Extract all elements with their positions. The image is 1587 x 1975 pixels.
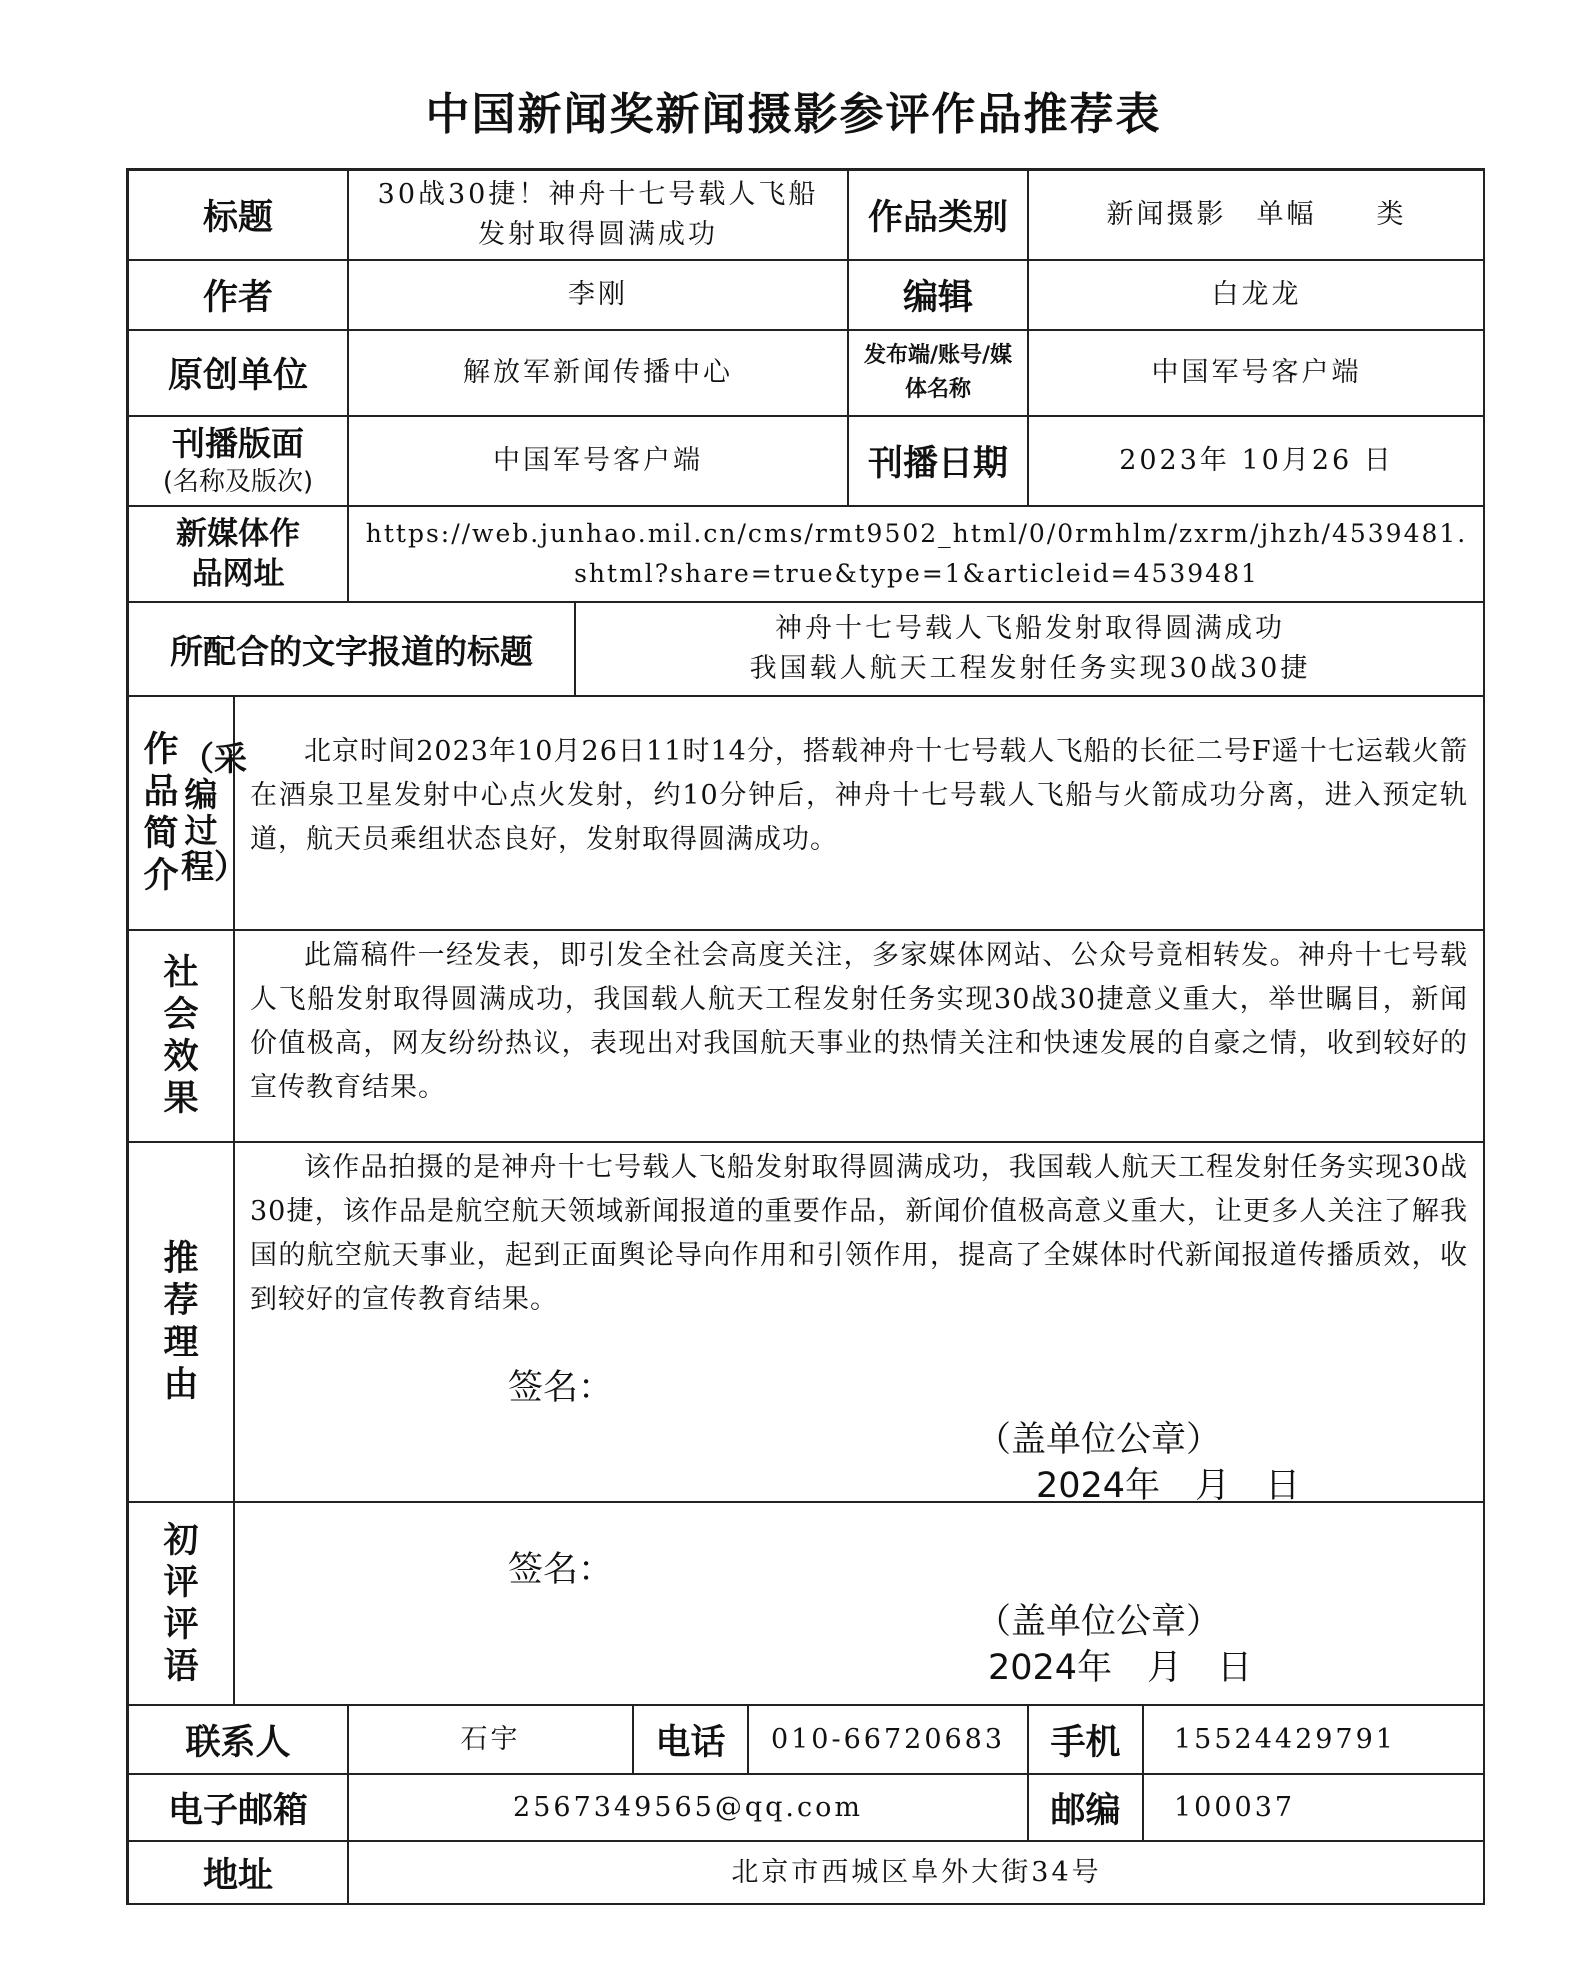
label-zip: 邮编: [1028, 1774, 1143, 1841]
label-address: 地址: [128, 1841, 348, 1905]
url-value[interactable]: https://web.junhao.mil.cn/cms/rmt9502_html/0/0rmhlm/zxrm/jhzh/4539481.shtml?share=true&type=1&articleid=4539481: [348, 506, 1485, 602]
report-title-cell: [575, 602, 1485, 696]
label-title: 标题: [128, 170, 348, 260]
label-report-title: 所配合的文字报道的标题: [128, 602, 575, 696]
review-signature-label: 签名：: [508, 1550, 614, 1590]
label-page: 刊播版面: [172, 424, 304, 463]
reason-text: 该作品拍摄的是神舟十七号载人飞船发射取得圆满成功，我国载人航天工程发射任务实现30战30捷，该作品是航空航天领域新闻报道的重要作品，新闻价值极高意义重大，让更多人关注了解我国的航空航天事业，起到正面舆论导向作用和引领作用，提高了全媒体时代新闻报道传播质效，收到较好的宣传教育结果。: [250, 1152, 1468, 1315]
report-title-line1: 神舟十七号载人飞船发射取得圆满成功: [775, 613, 1285, 644]
label-original-unit: 原创单位: [128, 330, 348, 416]
document-title: 中国新闻奖新闻摄影参评作品推荐表: [425, 89, 1162, 140]
label-editor: 编辑: [848, 260, 1028, 330]
review-date: 2024年 月 日: [988, 1648, 1253, 1688]
original-unit-value: 解放军新闻传播中心: [348, 330, 848, 416]
label-contact-person: 联系人: [128, 1705, 348, 1774]
recommendation-form-table: [126, 168, 1485, 1905]
effect-text: 此篇稿件一经发表，即引发全社会高度关注，多家媒体网站、公众号竟相转发。神舟十七号载人飞船发射取得圆满成功，我国载人航天工程发射任务实现30战30捷意义重大，举世瞩目，新闻价值极高，网友纷纷热议，表现出对我国航天事业的热情关注和快速发展的自豪之情，收到较好的宣传教育结果。: [250, 940, 1468, 1103]
editor-value: 白龙龙: [1028, 260, 1485, 330]
label-date: 刊播日期: [848, 416, 1028, 506]
reason-seal-label: （盖单位公章）: [976, 1420, 1222, 1460]
mobile-value: 15524429791: [1143, 1705, 1485, 1774]
report-title-line2: 我国载人航天工程发射任务实现30战30捷: [749, 653, 1311, 684]
label-url: 新媒体作品网址: [128, 506, 348, 602]
address-value: 北京市西城区阜外大街34号: [348, 1841, 1485, 1905]
zip-value: 100037: [1143, 1774, 1485, 1841]
label-page-cell: [128, 416, 348, 506]
label-phone: 电话: [633, 1705, 748, 1774]
category-value: 新闻摄影 单幅 类: [1028, 170, 1485, 260]
label-platform: 发布端/账号/媒体名称: [848, 330, 1028, 416]
label-mobile: 手机: [1028, 1705, 1143, 1774]
label-effect-cell: [128, 930, 234, 1142]
intro-text: 北京时间2023年10月26日11时14分，搭载神舟十七号载人飞船的长征二号F遥十七运载火箭在酒泉卫星发射中心点火发射，约10分钟后，神舟十七号载人飞船与火箭成功分离，进入预定轨道，航天员乘组状态良好，发射取得圆满成功。: [250, 736, 1468, 855]
platform-value: 中国军号客户端: [1028, 330, 1485, 416]
reason-signature-label: 签名：: [508, 1368, 614, 1408]
label-category: 作品类别: [848, 170, 1028, 260]
label-page-sub: (名称及版次): [162, 467, 314, 497]
label-reason: 推荐理由: [163, 1239, 199, 1405]
review-seal-label: （盖单位公章）: [976, 1602, 1222, 1642]
phone-value: 010-66720683: [748, 1705, 1028, 1774]
label-author: 作者: [128, 260, 348, 330]
label-intro: 作品简介: [143, 730, 179, 896]
page-value: 中国军号客户端: [348, 416, 848, 506]
label-review: 初评评语: [163, 1520, 199, 1687]
contact-person-value: 石宇: [348, 1705, 633, 1774]
label-reason-cell: [128, 1142, 234, 1502]
label-intro-cell: [128, 696, 247, 930]
label-effect: 社会效果: [163, 953, 199, 1119]
reason-date: 2024年 月 日: [1036, 1466, 1301, 1506]
title-value: 30战30捷！神舟十七号载人飞船发射取得圆满成功: [348, 170, 848, 260]
author-value: 李刚: [348, 260, 848, 330]
label-email: 电子邮箱: [128, 1774, 348, 1841]
review-cell: [234, 1502, 1485, 1705]
date-value: 2023年 10月26 日: [1028, 416, 1485, 506]
email-value[interactable]: 2567349565@qq.com: [348, 1774, 1028, 1841]
label-intro-paren: （采编过程）: [181, 739, 247, 886]
label-review-cell: [128, 1502, 234, 1705]
